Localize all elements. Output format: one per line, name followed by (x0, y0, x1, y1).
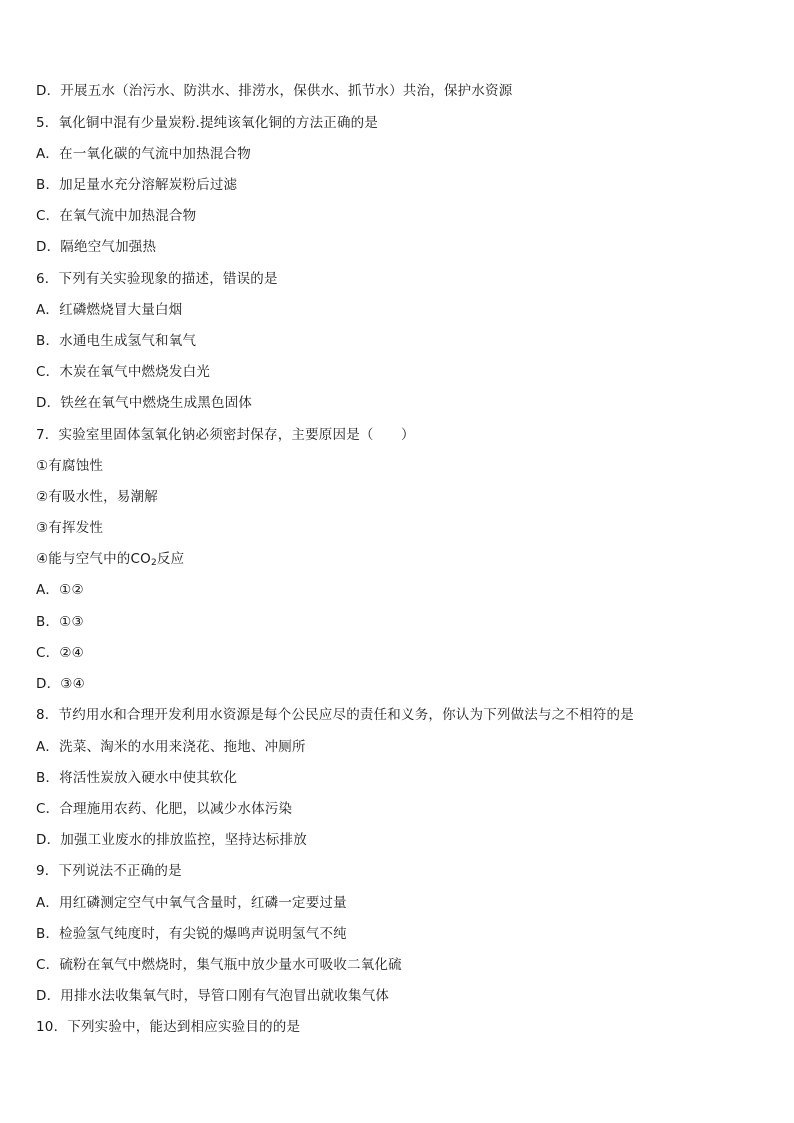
q8-option-d: D．加强工业废水的排放监控，坚持达标排放 (36, 832, 307, 848)
q4-option-d: D．开展五水（治污水、防洪水、排涝水，保供水、抓节水）共治，保护水资源 (36, 83, 513, 99)
q9-option-a: A．用红磷测定空气中氧气含量时，红磷一定要过量 (36, 895, 347, 911)
q8-option-c: C．合理施用农药、化肥，以减少水体污染 (36, 801, 293, 817)
q6-option-c: C．木炭在氧气中燃烧发白光 (36, 364, 211, 380)
q9-option-c: C．硫粉在氧气中燃烧时，集气瓶中放少量水可吸收二氧化硫 (36, 957, 402, 973)
q7-item-1: ①有腐蚀性 (36, 458, 104, 474)
q6-stem: 6．下列有关实验现象的描述，错误的是 (36, 271, 278, 287)
q7-item-3: ③有挥发性 (36, 520, 104, 536)
q7-option-a: A．①② (36, 582, 84, 598)
q6-option-a: A．红磷燃烧冒大量白烟 (36, 302, 183, 318)
q5-option-a: A．在一氧化碳的气流中加热混合物 (36, 146, 251, 162)
q7-stem: 7．实验室里固体氢氧化钠必须密封保存，主要原因是（ ） (36, 427, 415, 443)
q5-stem: 5．氧化铜中混有少量炭粉.提纯该氧化铜的方法正确的是 (36, 115, 379, 131)
q8-option-b: B．将活性炭放入硬水中使其软化 (36, 770, 238, 786)
co2-subscript: 2 (150, 558, 157, 568)
q6-option-d: D．铁丝在氧气中燃烧生成黑色固体 (36, 395, 253, 411)
q7-item-4 (36, 550, 184, 568)
q6-option-b: B．水通电生成氢气和氧气 (36, 333, 197, 349)
q9-stem: 9．下列说法不正确的是 (36, 863, 182, 879)
q8-option-a: A．洗菜、淘米的水用来浇花、拖地、冲厕所 (36, 739, 306, 755)
q8-stem: 8．节约用水和合理开发利用水资源是每个公民应尽的责任和义务，你认为下列做法与之不相符的是 (36, 707, 634, 723)
q7-item-2: ②有吸水性，易潮解 (36, 489, 158, 505)
q7-item-4-text: ④能与空气中的 (36, 551, 131, 567)
q9-option-b: B．检验氢气纯度时，有尖锐的爆鸣声说明氢气不纯 (36, 926, 347, 942)
q7-option-d: D．③④ (36, 676, 85, 692)
co2-formula: CO (130, 551, 151, 567)
q7-option-c: C．②④ (36, 645, 84, 661)
q7-item-4-text-end: 反应 (156, 551, 185, 567)
q5-option-c: C．在氧气流中加热混合物 (36, 208, 197, 224)
q5-option-b: B．加足量水充分溶解炭粉后过滤 (36, 177, 238, 193)
q7-option-b: B．①③ (36, 614, 84, 630)
q5-option-d: D．隔绝空气加强热 (36, 239, 157, 255)
q10-stem: 10．下列实验中，能达到相应实验目的的是 (36, 1019, 301, 1035)
q9-option-d: D．用排水法收集氧气时，导管口刚有气泡冒出就收集气体 (36, 988, 390, 1004)
